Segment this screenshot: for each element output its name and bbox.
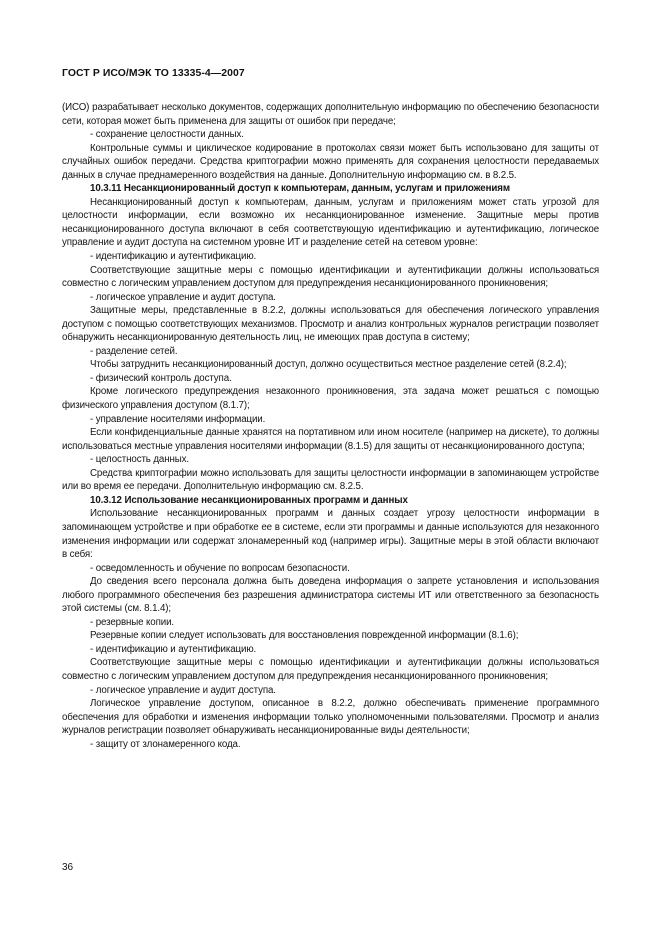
paragraph: Средства криптографии можно использовать для защиты целостности информации в запоминающем устройстве или во время ее передачи. Дополнительную информацию см. 8.2.5.: [62, 467, 599, 493]
paragraph: Соответствующие защитные меры с помощью идентификации и аутентификации должны использоваться совместно с логическим управлением доступом для предупреждения несанкционированного проникновения;: [62, 657, 599, 682]
paragraph: Соответствующие защитные меры с помощью идентификации и аутентификации должны использоваться совместно с логическим управлением доступом для предупреждения несанкционированного проникновения;: [62, 264, 599, 290]
paragraph: Использование несанкционированных программ и данных создает угрозу целостности информации в запоминающем устройстве и при обработке ее в системе, если эти программы и данные используются для незаконного изменения информации или содержат злонамеренный код (например игры). Защитные меры в этой области включают в себя:: [62, 508, 599, 561]
paragraph: Резервные копии следует использовать для восстановления поврежденной информации (8.1.6);: [90, 630, 519, 642]
paragraph: Если конфиденциальные данные хранятся на портативном или ином носителе (например на дискете), то должны использоваться местные управления носителями информации (8.1.5) для защиты от несанкционированного доступа;: [62, 427, 599, 452]
paragraph: - идентификацию и аутентификацию.: [90, 643, 257, 655]
paragraph: Чтобы затруднить несанкционированный доступ, должно осуществиться местное разделение сетей (8.2.4);: [90, 359, 567, 371]
paragraph: Контрольные суммы и циклическое кодирование в протоколах связи может быть использовано для защиты от случайных ошибок передачи. Средства криптографии можно применять для сохранения целостности передаваемых данных в случае преднамеренного воздействия на данные. Дополнительную информацию см. в 8.2.5.: [62, 142, 599, 181]
paragraph: - сохранение целостности данных.: [90, 129, 244, 141]
paragraph: - защиту от злонамеренного кода.: [90, 738, 241, 750]
section-heading: 10.3.11 Несанкционированный доступ к компьютерам, данным, услугам и приложениям: [90, 183, 510, 195]
paragraph: - целостность данных.: [90, 454, 189, 466]
paragraph: - резервные копии.: [90, 616, 175, 628]
paragraph: - логическое управление и аудит доступа.: [90, 684, 276, 696]
paragraph: Кроме логического предупреждения незаконного проникновения, эта задача может решаться с помощью физического управления доступом (8.1.7);: [62, 386, 599, 412]
page-number: 36: [62, 862, 74, 873]
paragraph: - осведомленность и обучение по вопросам безопасности.: [90, 562, 350, 574]
document-header: ГОСТ Р ИСО/МЭК ТО 13335-4—2007: [62, 68, 245, 79]
paragraph: - разделение сетей.: [90, 345, 178, 357]
paragraph: Защитные меры, представленные в 8.2.2, должны использоваться для обеспечения логического управления доступом с помощью соответствующих механизмов. Просмотр и анализ контрольных журналов регистрации позволяет обнаружить несанкционированную деятельность лиц, не имеющих прав доступа в систему;: [62, 305, 599, 344]
document-body: [62, 101, 599, 751]
paragraph: (ИСО) разрабатывает несколько документов, содержащих дополнительную информацию по обеспечению безопасности сети, которая может быть применена для защиты от ошибок при передаче;: [62, 102, 599, 127]
paragraph: - управление носителями информации.: [90, 413, 266, 425]
paragraph: Логическое управление доступом, описанное в 8.2.2, должно обеспечивать применение программного обеспечения для обработки и изменения информации только уполномоченными пользователями. Просмотр и анализ журналов регистрации позволяет обнаруживать несанкционированные виды деятельности;: [62, 698, 599, 737]
paragraph: - идентификацию и аутентификацию.: [90, 251, 257, 263]
section-heading: 10.3.12 Использование несанкционированных программ и данных: [90, 494, 408, 506]
paragraph: Несанкционированный доступ к компьютерам, данным, услугам и приложениям может стать угрозой для целостности информации, если возможно их несанкционированное изменение. Защитные меры против несанкционированного доступа включают в себя соответствующую идентификацию и аутентификацию, логическое управление и аудит доступа на системном уровне ИТ и разделение сетей на сетевом уровне:: [62, 196, 599, 249]
paragraph: - логическое управление и аудит доступа.: [90, 291, 276, 303]
paragraph: - физический контроль доступа.: [90, 372, 232, 384]
paragraph: До сведения всего персонала должна быть доведена информация о запрете установления и использования любого программного обеспечения без разрешения администратора системы ИТ или ответственного за безопасность этой системы (см. 8.1.4);: [62, 576, 599, 615]
